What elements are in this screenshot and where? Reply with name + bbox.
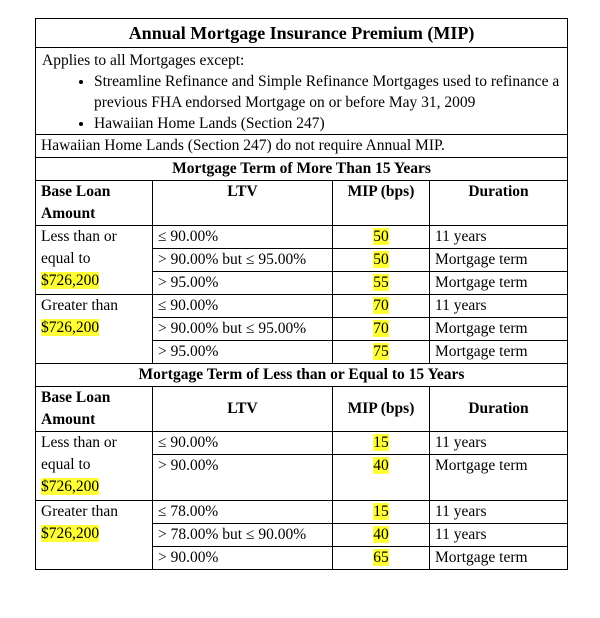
cell-text: equal to bbox=[41, 250, 91, 267]
ltv-cell: ≤ 78.00% bbox=[153, 501, 333, 524]
highlighted-value: 40 bbox=[373, 457, 389, 474]
header-base-loan-amount bbox=[36, 387, 153, 432]
header-base-loan-amount bbox=[36, 181, 153, 226]
cell-text: Less than or bbox=[41, 434, 117, 451]
table-row bbox=[36, 295, 568, 318]
cell-text: Greater than bbox=[41, 297, 119, 314]
duration-cell: 11 years bbox=[430, 295, 568, 318]
cell-text: Greater than bbox=[41, 503, 119, 520]
cell-text: equal to bbox=[41, 456, 91, 473]
exceptions-list bbox=[42, 71, 561, 134]
duration-cell: 11 years bbox=[430, 226, 568, 249]
mip-cell bbox=[333, 432, 430, 455]
duration-cell: 11 years bbox=[430, 524, 568, 547]
mip-cell bbox=[333, 501, 430, 524]
cell-text: Base Loan bbox=[41, 183, 111, 200]
duration-cell: Mortgage term bbox=[430, 249, 568, 272]
cell-text: Amount bbox=[41, 411, 96, 428]
mip-cell bbox=[333, 524, 430, 547]
duration-cell: 11 years bbox=[430, 501, 568, 524]
ltv-cell: > 90.00% but ≤ 95.00% bbox=[153, 249, 333, 272]
base-loan-amount-cell bbox=[36, 295, 153, 364]
section-title-more-than-15: Mortgage Term of More Than 15 Years bbox=[36, 158, 568, 181]
table-title: Annual Mortgage Insurance Premium (MIP) bbox=[36, 19, 568, 48]
section-title-15-or-less: Mortgage Term of Less than or Equal to 15 Years bbox=[36, 364, 568, 387]
mip-document bbox=[35, 18, 567, 570]
highlighted-value: 40 bbox=[373, 526, 389, 543]
highlighted-value: 75 bbox=[373, 343, 389, 360]
header-ltv: LTV bbox=[153, 181, 333, 226]
mip-cell bbox=[333, 547, 430, 570]
ltv-cell: > 95.00% bbox=[153, 341, 333, 364]
cell-text: Base Loan bbox=[41, 389, 111, 406]
ltv-cell: > 90.00% but ≤ 95.00% bbox=[153, 318, 333, 341]
highlighted-value: 65 bbox=[373, 549, 389, 566]
mip-cell bbox=[333, 295, 430, 318]
mip-cell bbox=[333, 272, 430, 295]
duration-cell: Mortgage term bbox=[430, 547, 568, 570]
ltv-cell: ≤ 90.00% bbox=[153, 432, 333, 455]
table-row bbox=[36, 226, 568, 249]
duration-cell: Mortgage term bbox=[430, 318, 568, 341]
highlighted-value: 55 bbox=[373, 274, 389, 291]
exception-item: • Hawaiian Home Lands (Section 247) bbox=[94, 113, 561, 134]
column-header-row bbox=[36, 387, 568, 432]
loan-limit-highlight: $726,200 bbox=[41, 478, 100, 495]
ltv-cell: > 90.00% bbox=[153, 547, 333, 570]
duration-cell: 11 years bbox=[430, 432, 568, 455]
header-ltv: LTV bbox=[153, 387, 333, 432]
duration-cell: Mortgage term bbox=[430, 272, 568, 295]
cell-text: Less than or bbox=[41, 228, 117, 245]
highlighted-value: 15 bbox=[373, 434, 389, 451]
header-mip: MIP (bps) bbox=[333, 181, 430, 226]
highlighted-value: 50 bbox=[373, 251, 389, 268]
loan-limit-highlight: $726,200 bbox=[41, 525, 100, 542]
applies-intro: Applies to all Mortgages except: bbox=[42, 52, 245, 69]
hawaiian-note: Hawaiian Home Lands (Section 247) do not require Annual MIP. bbox=[36, 135, 568, 158]
highlighted-value: 70 bbox=[373, 320, 389, 337]
base-loan-amount-cell bbox=[36, 501, 153, 570]
table-row bbox=[36, 501, 568, 524]
mip-table bbox=[35, 18, 568, 570]
mip-cell bbox=[333, 455, 430, 501]
base-loan-amount-cell bbox=[36, 226, 153, 295]
applies-section bbox=[36, 48, 568, 135]
mip-cell bbox=[333, 249, 430, 272]
header-mip: MIP (bps) bbox=[333, 387, 430, 432]
mip-cell bbox=[333, 318, 430, 341]
duration-cell: Mortgage term bbox=[430, 455, 568, 501]
mip-cell bbox=[333, 341, 430, 364]
exception-item: • Streamline Refinance and Simple Refinance Mortgages used to refinance a previous FHA endorsed Mortgage on or before May 31, 2009 bbox=[94, 71, 561, 113]
header-duration: Duration bbox=[430, 181, 568, 226]
ltv-cell: > 95.00% bbox=[153, 272, 333, 295]
mip-cell bbox=[333, 226, 430, 249]
header-duration: Duration bbox=[430, 387, 568, 432]
duration-cell: Mortgage term bbox=[430, 341, 568, 364]
loan-limit-highlight: $726,200 bbox=[41, 319, 100, 336]
cell-text: Amount bbox=[41, 205, 96, 222]
ltv-cell: ≤ 90.00% bbox=[153, 295, 333, 318]
highlighted-value: 50 bbox=[373, 228, 389, 245]
base-loan-amount-cell bbox=[36, 432, 153, 501]
ltv-cell: ≤ 90.00% bbox=[153, 226, 333, 249]
highlighted-value: 15 bbox=[373, 503, 389, 520]
ltv-cell: > 90.00% bbox=[153, 455, 333, 501]
table-row bbox=[36, 432, 568, 455]
column-header-row bbox=[36, 181, 568, 226]
highlighted-value: 70 bbox=[373, 297, 389, 314]
ltv-cell: > 78.00% but ≤ 90.00% bbox=[153, 524, 333, 547]
loan-limit-highlight: $726,200 bbox=[41, 272, 100, 289]
